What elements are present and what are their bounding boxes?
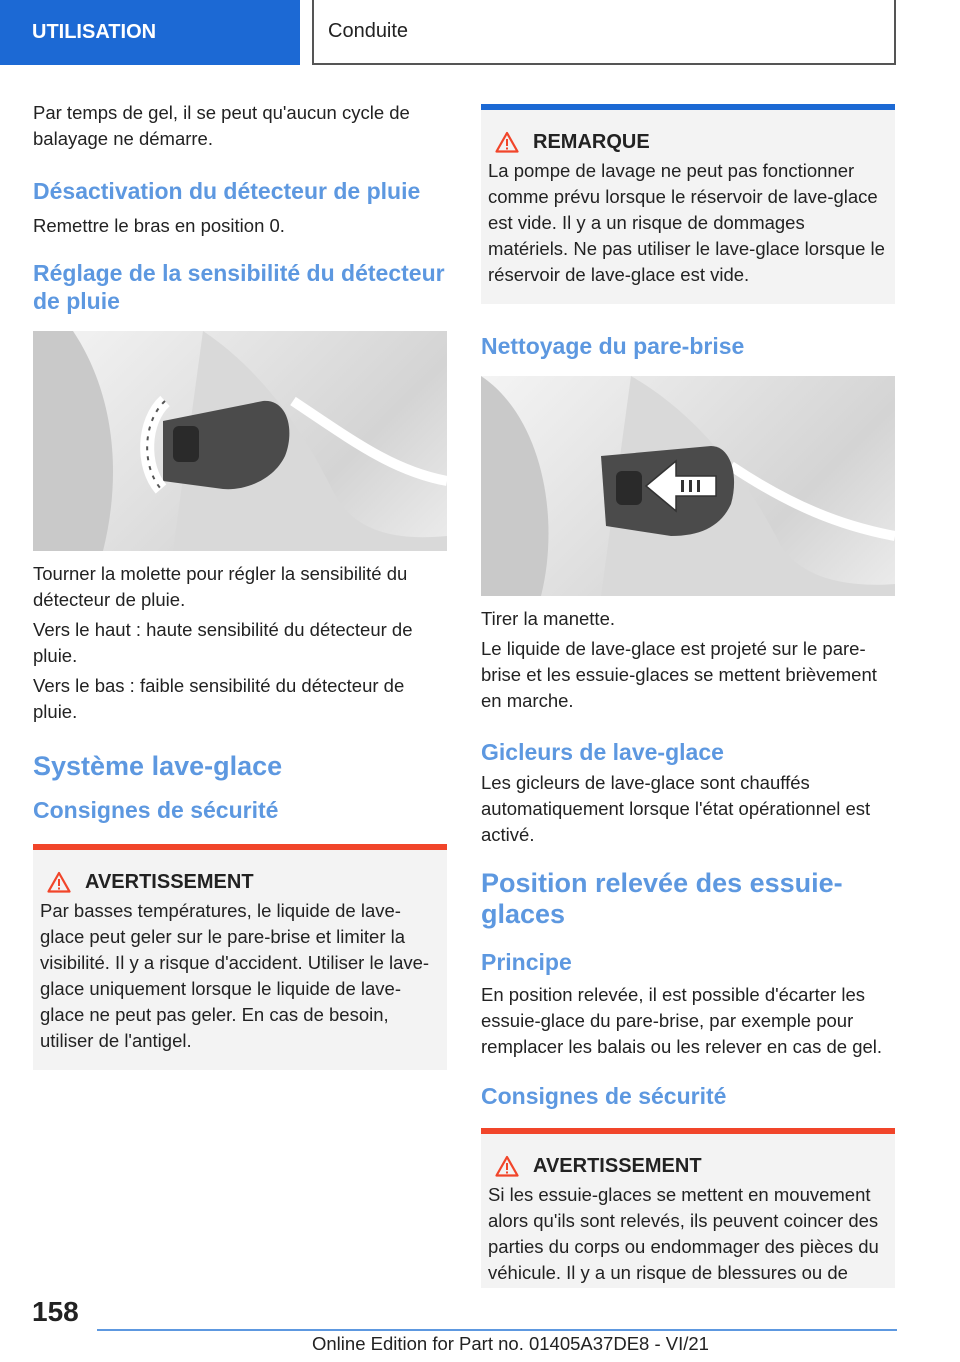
warning-text: Par basses températures, le liquide de lave-glace peut geler sur le pare-brise et limiter la visibilité. Il y a risque d'accident. Utiliser le lave-glace uniquement lorsque le liquide de lave-glace ne peut pas geler. En cas de besoin, utiliser de l'antigel. [40,900,430,1051]
footer-divider [97,1329,897,1331]
warning-triangle-icon [495,1155,519,1177]
left-column [33,100,447,1070]
section-label: UTILISATION [32,21,157,43]
heading-deactivate: Désactivation du détecteur de pluie [33,178,421,204]
nozzles-paragraph: Les gicleurs de lave-glace sont chauffés automatiquement lorsque l'état opérationnel est activé. [481,772,871,845]
heading-safety-left: Consignes de sécurité [33,797,279,823]
note-box [481,104,895,304]
warning-title: AVERTISSEMENT [533,1155,702,1177]
cleaning-paragraph-2: Le liquide de lave-glace est projeté sur le pare-brise et les essuie-glaces se mettent brièvement en marche. [481,638,877,711]
heading-safety-right: Consignes de sécurité [481,1083,727,1109]
heading-principle: Principe [481,949,572,975]
rain-sensor-photo [33,331,447,551]
deactivate-paragraph: Remettre le bras en position 0. [33,215,285,236]
heading-raised-position: Position relevée des essuie-glaces [481,868,843,929]
footer-edition: Online Edition for Part no. 01405A37DE8 - VI/21 [312,1333,709,1354]
warning-triangle-icon [47,871,71,893]
principle-paragraph: En position relevée, il est possible d'écarter les essuie-glace du pare-brise, par exemple pour remplacer les balais ou les relever en cas de gel. [481,984,883,1057]
sensitivity-paragraph-1: Tourner la molette pour régler la sensibilité du détecteur de pluie. [33,563,408,610]
chapter-label: Conduite [328,20,409,42]
sensitivity-paragraph-3: Vers le bas : faible sensibilité du détecteur de pluie. [33,675,405,722]
windshield-cleaning-photo [481,376,895,596]
note-title: REMARQUE [533,131,650,153]
heading-sensitivity: Réglage de la sensibilité du détecteur de pluie [33,260,445,314]
warning-title-row [40,850,439,894]
cleaning-paragraph-1: Tirer la manette. [481,608,615,629]
stalk-wheel-illustration [33,331,447,551]
intro-paragraph: Par temps de gel, il se peut qu'aucun cycle de balayage ne démarre. [33,102,410,149]
right-column [481,100,895,1288]
stalk-pull-illustration [481,376,895,596]
heading-washer-system: Système lave-glace [33,751,283,781]
heading-cleaning: Nettoyage du pare-brise [481,333,745,359]
note-text: La pompe de lavage ne peut pas fonctionner comme prévu lorsque le réservoir de lave-glace est vide. Il y a un risque de dommages matériels. Ne pas utiliser le lave-glace lorsque le réservoir de lave-glace est vide. [488,160,885,285]
warning-text: Si les essuie-glaces se mettent en mouvement alors qu'ils sont relevés, ils peuvent coincer des parties du corps ou endommager des pièces du véhicule. Il y a un risque de blessures ou de [488,1184,879,1283]
heading-nozzles: Gicleurs de lave-glace [481,739,724,765]
page-number: 158 [32,1296,79,1327]
header-section-tab [0,0,300,65]
note-title-row [488,110,887,154]
warning-box-left [33,844,447,1070]
warning-triangle-icon [495,131,519,153]
warning-box-right [481,1128,895,1288]
header-chapter [312,0,896,65]
warning-title: AVERTISSEMENT [85,871,254,893]
sensitivity-paragraph-2: Vers le haut : haute sensibilité du détecteur de pluie. [33,619,413,666]
warning-title-row [488,1134,887,1178]
